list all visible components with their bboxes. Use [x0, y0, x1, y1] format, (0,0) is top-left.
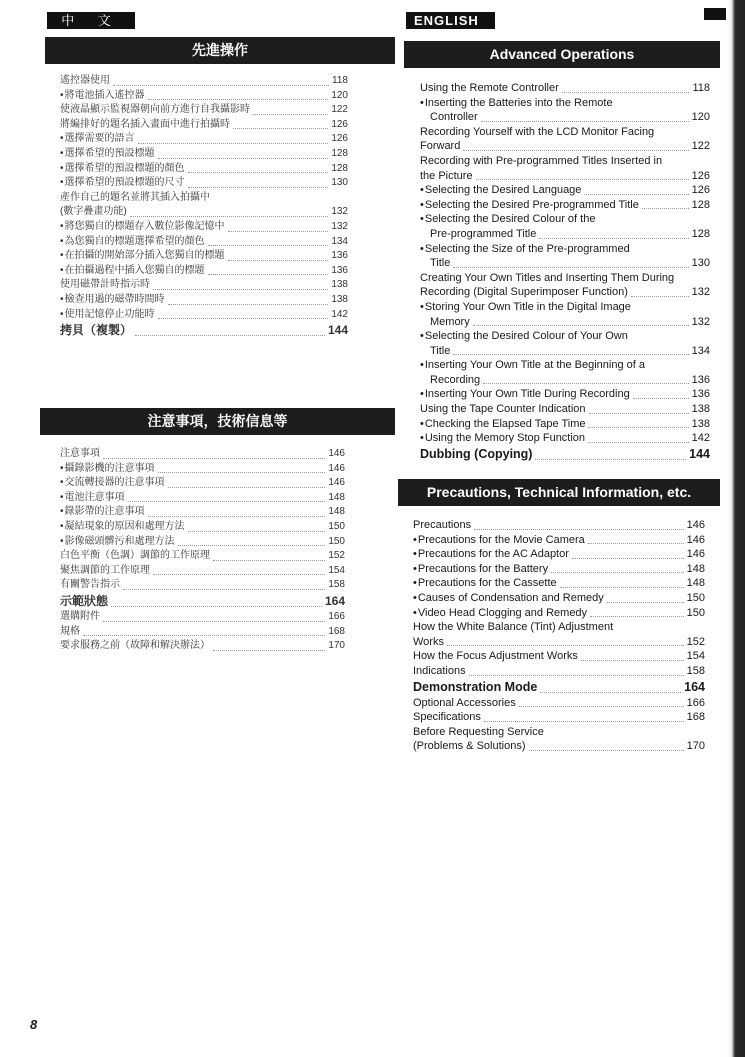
toc-entry-title: How the Focus Adjustment Works	[413, 650, 578, 663]
toc-entry	[420, 315, 710, 330]
toc-dot-leader	[447, 645, 684, 646]
toc-entry	[60, 476, 345, 491]
toc-entry	[60, 235, 348, 250]
toc-entry-title: • 選擇希望的預設標題	[60, 147, 155, 162]
toc-entry-page: 144	[327, 323, 348, 338]
toc-entry-page: 130	[691, 257, 710, 270]
page-number: 8	[30, 1017, 38, 1032]
toc-entry-title: • 使用記憶停止功能時	[60, 308, 155, 323]
toc-dot-leader	[473, 325, 689, 326]
toc-entry-title: Using the Remote Controller	[420, 82, 559, 94]
toc-entry-title: Title	[430, 257, 451, 270]
toc-dot-leader	[188, 531, 326, 532]
toc-entry-title: 注意事項	[60, 448, 100, 459]
toc-entry	[420, 198, 710, 213]
toc-dot-leader	[128, 501, 326, 502]
toc-entry	[420, 402, 710, 417]
toc-entry	[420, 417, 710, 432]
toc-entry-page: 122	[691, 140, 710, 153]
toc-dot-leader	[519, 706, 684, 707]
toc-entry	[60, 74, 348, 89]
toc-entry-title: • Precautions for the Battery	[413, 562, 548, 577]
toc-entry-page: 148	[328, 491, 345, 503]
toc-entry-page: 154	[328, 564, 345, 576]
toc-entry	[60, 564, 345, 579]
toc-entry	[60, 220, 348, 235]
toc-entry-title: Indications	[413, 664, 466, 677]
toc-entry	[420, 96, 710, 111]
toc-entry-page: 168	[328, 625, 345, 637]
toc-entry	[420, 373, 710, 388]
toc-entry-page: 128	[331, 162, 348, 174]
toc-dot-leader	[453, 267, 688, 268]
toc-entry-title: Precautions	[413, 519, 472, 531]
toc-entry	[413, 547, 705, 562]
toc-entry-page: 146	[686, 533, 705, 546]
toc-dot-leader	[469, 675, 684, 676]
toc-entry-title: • 選擇希望的預設標題的尺寸	[60, 176, 185, 191]
toc-entry	[420, 183, 710, 198]
toc-dot-leader	[607, 602, 684, 603]
toc-entry-page: 126	[691, 184, 710, 197]
toc-entry-title: • Selecting the Desired Language	[420, 183, 581, 198]
toc-entry	[60, 176, 348, 191]
en-advanced-toc	[420, 81, 710, 463]
toc-entry	[413, 710, 705, 725]
toc-entry	[420, 329, 710, 344]
toc-entry-page: 150	[328, 520, 345, 532]
toc-entry	[413, 635, 705, 650]
toc-entry-title: Recording Yourself with the LCD Monitor Facing	[420, 125, 655, 138]
toc-dot-leader	[590, 616, 684, 617]
toc-entry-page: 150	[328, 535, 345, 547]
toc-dot-leader	[130, 216, 329, 217]
toc-entry	[60, 322, 348, 339]
toc-entry-title: • Inserting Your Own Title at the Beginning of a	[420, 358, 645, 373]
toc-entry-title: 聚焦調節的工作原理	[60, 564, 150, 576]
toc-dot-leader	[481, 121, 689, 122]
toc-dot-leader	[581, 660, 684, 661]
toc-dot-leader	[484, 721, 684, 722]
toc-entry	[420, 110, 710, 125]
toc-dot-leader	[551, 572, 684, 573]
toc-entry-title: Dubbing (Copying)	[420, 446, 533, 461]
toc-entry-page: 138	[691, 417, 710, 430]
toc-dot-leader	[168, 487, 326, 488]
toc-entry-page: 118	[692, 82, 710, 94]
toc-dot-leader	[453, 354, 688, 355]
toc-entry-title: Demonstration Mode	[413, 679, 538, 694]
toc-dot-leader	[111, 606, 322, 607]
toc-entry-page: 134	[691, 344, 710, 357]
toc-entry-page: 170	[686, 740, 705, 753]
toc-entry-page: 136	[331, 250, 348, 262]
toc-entry-page: 170	[328, 640, 345, 652]
toc-entry	[420, 431, 710, 446]
toc-entry-title: 遙控器使用	[60, 75, 110, 86]
en-precautions-header: Precautions, Technical Information, etc.	[398, 479, 720, 506]
toc-entry	[420, 242, 710, 257]
toc-entry-title: the Picture	[420, 169, 473, 182]
toc-entry	[60, 89, 348, 104]
toc-entry	[413, 664, 705, 679]
toc-entry-page: 146	[686, 519, 705, 531]
toc-entry-title: • Precautions for the Movie Camera	[413, 533, 585, 548]
toc-entry-title: • Using the Memory Stop Function	[420, 431, 585, 446]
toc-dot-leader	[158, 318, 329, 319]
toc-entry	[60, 447, 345, 462]
toc-dot-leader	[208, 245, 329, 246]
toc-entry-title: (數字疊畫功能)	[60, 206, 127, 218]
toc-entry-title: • Inserting the Batteries into the Remote	[420, 96, 613, 111]
toc-entry	[420, 271, 710, 286]
toc-dot-leader	[83, 635, 325, 636]
toc-dot-leader	[135, 335, 325, 336]
zh-advanced-operations-header: 先進操作	[45, 37, 395, 64]
toc-entry-title: • 選擇需要的語言	[60, 132, 135, 147]
toc-entry-title: Recording with Pre-programmed Titles Inserted in	[420, 154, 663, 167]
toc-entry-title: • Checking the Elapsed Tape Time	[420, 417, 585, 432]
toc-dot-leader	[463, 150, 688, 151]
toc-entry-page: 128	[691, 227, 710, 240]
toc-entry-title: 白色平衡（色調）調節的工作原理	[60, 550, 210, 562]
toc-dot-leader	[476, 179, 689, 180]
toc-dot-leader	[562, 92, 690, 93]
toc-entry-page: 136	[691, 373, 710, 386]
toc-dot-leader	[148, 99, 329, 100]
toc-entry-page: 142	[331, 308, 348, 320]
toc-entry-title: Works	[413, 635, 444, 648]
toc-dot-leader	[588, 427, 688, 428]
toc-entry	[420, 125, 710, 140]
toc-entry	[420, 387, 710, 402]
toc-entry-page: 158	[686, 664, 705, 677]
toc-dot-leader	[113, 85, 329, 86]
toc-entry-title: Forward	[420, 140, 461, 153]
toc-entry	[60, 278, 348, 293]
toc-entry	[60, 639, 345, 654]
toc-entry-page: 164	[684, 679, 705, 694]
toc-entry-page: 120	[691, 111, 710, 124]
toc-dot-leader	[153, 574, 325, 575]
toc-entry-title: • 影像磁頭髒污和處理方法	[60, 535, 175, 550]
toc-dot-leader	[123, 589, 325, 590]
toc-entry-page: 146	[328, 448, 345, 459]
toc-entry	[420, 169, 710, 184]
toc-entry	[413, 576, 705, 591]
toc-entry-page: 118	[332, 75, 348, 86]
toc-entry-page: 136	[691, 388, 710, 401]
toc-entry	[60, 308, 348, 323]
toc-entry-title: Optional Accessories	[413, 696, 516, 709]
toc-entry	[60, 162, 348, 177]
toc-entry	[413, 562, 705, 577]
toc-dot-leader	[584, 194, 688, 195]
toc-entry-page: 148	[328, 506, 345, 518]
toc-entry-page: 136	[331, 264, 348, 276]
zh-advanced-toc	[60, 74, 348, 339]
toc-entry-title: Recording	[430, 373, 481, 386]
toc-entry-title: 選購附件	[60, 610, 100, 622]
toc-entry	[60, 593, 345, 610]
toc-entry	[420, 256, 710, 271]
toc-entry	[60, 625, 345, 640]
toc-entry-page: 148	[686, 577, 705, 590]
toc-entry-title: • Selecting the Desired Colour of the	[420, 212, 595, 227]
toc-entry-page: 146	[328, 477, 345, 489]
toc-entry-title: • 檢查用過的磁帶時間時	[60, 293, 165, 308]
toc-dot-leader	[633, 398, 689, 399]
toc-entry-title: Pre-programmed Title	[430, 227, 537, 240]
toc-entry-page: 158	[328, 579, 345, 591]
toc-entry-title: • Video Head Clogging and Remedy	[413, 606, 587, 621]
toc-entry-page: 166	[328, 610, 345, 622]
toc-entry-title: Creating Your Own Titles and Inserting Them During	[420, 271, 675, 284]
toc-entry	[60, 118, 348, 133]
toc-entry-page: 138	[691, 403, 710, 416]
toc-entry-page: 126	[331, 133, 348, 145]
toc-dot-leader	[539, 238, 688, 239]
toc-entry	[60, 205, 348, 220]
toc-entry-page: 134	[331, 235, 348, 247]
toc-entry-page: 148	[686, 562, 705, 575]
toc-entry-title: Memory	[430, 315, 470, 328]
toc-entry-page: 154	[686, 650, 705, 663]
toc-entry-page: 122	[331, 104, 348, 116]
toc-entry-page: 142	[691, 432, 710, 445]
toc-entry-page: 150	[686, 591, 705, 604]
toc-entry-title: • 為您獨自的標題選擇希望的顏色	[60, 235, 205, 250]
scan-edge-shadow	[727, 0, 745, 1057]
toc-entry	[60, 505, 345, 520]
toc-entry-title: Title	[430, 344, 451, 357]
toc-entry-title: 示範狀態	[60, 593, 109, 608]
toc-entry-title: Controller	[430, 111, 478, 124]
toc-entry	[60, 549, 345, 564]
toc-entry-page: 126	[331, 118, 348, 130]
toc-entry-page: 120	[331, 89, 348, 101]
toc-entry	[60, 103, 348, 118]
toc-dot-leader	[483, 383, 689, 384]
toc-entry	[413, 696, 705, 711]
toc-entry-title: 產作自己的題名並將其插入拍攝中	[60, 191, 210, 203]
toc-entry	[413, 725, 705, 740]
toc-entry-title: • Storing Your Own Title in the Digital Image	[420, 300, 631, 315]
toc-entry-title: • Inserting Your Own Title During Recording	[420, 387, 630, 402]
toc-dot-leader	[529, 750, 684, 751]
toc-entry	[420, 139, 710, 154]
toc-entry-page: 126	[691, 169, 710, 182]
toc-dot-leader	[642, 208, 689, 209]
zh-precautions-toc	[60, 447, 345, 654]
toc-entry	[420, 344, 710, 359]
toc-entry-page: 164	[324, 593, 345, 608]
toc-dot-leader	[572, 558, 684, 559]
toc-entry	[420, 227, 710, 242]
toc-dot-leader	[208, 274, 329, 275]
toc-entry-page: 168	[686, 711, 705, 724]
toc-dot-leader	[168, 304, 329, 305]
corner-marker	[704, 8, 726, 20]
toc-dot-leader	[158, 472, 326, 473]
toc-entry-page: 150	[686, 606, 705, 619]
toc-entry-title: 拷貝（複製）	[60, 323, 133, 338]
toc-entry	[413, 533, 705, 548]
toc-entry	[60, 293, 348, 308]
toc-entry-title: • 選擇希望的預設標題的顏色	[60, 162, 185, 177]
toc-dot-leader	[188, 172, 329, 173]
toc-entry-title: • 錄影帶的注意事項	[60, 505, 145, 520]
toc-entry	[420, 285, 710, 300]
toc-entry	[413, 518, 705, 533]
toc-entry-title: Specifications	[413, 711, 481, 724]
toc-entry-page: 152	[328, 550, 345, 562]
toc-entry	[60, 191, 348, 206]
toc-entry-title: • 凝結現象的原因和處理方法	[60, 520, 185, 535]
toc-entry-title: • Causes of Condensation and Remedy	[413, 591, 604, 606]
toc-entry	[60, 520, 345, 535]
toc-entry-title: (Problems & Solutions)	[413, 740, 526, 753]
toc-entry-title: Using the Tape Counter Indication	[420, 403, 586, 416]
zh-precautions-header: 注意事項，技術信息等	[40, 408, 395, 435]
toc-entry	[413, 591, 705, 606]
toc-entry-title: • Selecting the Size of the Pre-programmed	[420, 242, 630, 257]
toc-entry-page: 128	[691, 198, 710, 211]
toc-entry-page: 128	[331, 147, 348, 159]
toc-entry-page: 132	[691, 315, 710, 328]
toc-dot-leader	[228, 260, 329, 261]
toc-dot-leader	[103, 458, 325, 459]
toc-dot-leader	[138, 143, 329, 144]
toc-entry-page: 132	[331, 206, 348, 218]
toc-entry	[420, 300, 710, 315]
toc-entry	[413, 620, 705, 635]
chinese-language-tab: 中 文	[47, 12, 135, 29]
toc-dot-leader	[188, 187, 329, 188]
toc-entry-title: 使用磁帶計時指示時	[60, 279, 150, 291]
toc-entry-title: Before Requesting Service	[413, 725, 544, 738]
toc-entry-page: 152	[686, 635, 705, 648]
toc-entry-title: 要求服務之前（故障和解決辦法）	[60, 640, 210, 652]
toc-entry	[413, 606, 705, 621]
toc-entry	[60, 462, 345, 477]
toc-entry-page: 166	[686, 696, 705, 709]
toc-dot-leader	[588, 543, 684, 544]
toc-entry	[420, 154, 710, 169]
toc-entry-title: • Precautions for the AC Adaptor	[413, 547, 569, 562]
toc-entry-page: 144	[689, 446, 710, 461]
toc-dot-leader	[535, 459, 686, 460]
en-precautions-toc	[413, 518, 705, 754]
toc-entry-title: 規格	[60, 625, 80, 637]
toc-dot-leader	[178, 545, 326, 546]
toc-entry-page: 132	[691, 286, 710, 299]
toc-dot-leader	[213, 650, 325, 651]
toc-dot-leader	[228, 231, 329, 232]
en-advanced-operations-header: Advanced Operations	[404, 41, 720, 68]
toc-entry-page: 146	[686, 548, 705, 561]
toc-entry	[60, 147, 348, 162]
toc-dot-leader	[158, 158, 329, 159]
toc-entry-title: • Selecting the Desired Colour of Your Own	[420, 329, 628, 344]
toc-entry-title: Recording (Digital Superimposer Function)	[420, 286, 628, 299]
toc-entry	[60, 264, 348, 279]
toc-entry-title: 有關警告指示	[60, 579, 120, 591]
toc-entry-title: • 在拍攝的開始部分插入您獨自的標題	[60, 249, 225, 264]
toc-entry-page: 132	[331, 220, 348, 232]
toc-entry-title: • 將電池插入遙控器	[60, 89, 145, 104]
toc-entry-page: 138	[331, 293, 348, 305]
toc-entry	[60, 535, 345, 550]
toc-entry-title: • 攝錄影機的注意事項	[60, 462, 155, 477]
toc-entry	[60, 249, 348, 264]
toc-entry-page: 130	[331, 177, 348, 189]
toc-entry	[420, 212, 710, 227]
toc-dot-leader	[589, 413, 689, 414]
toc-dot-leader	[213, 560, 325, 561]
toc-entry-title: 使液晶顯示監視器朝向前方進行自我攝影時	[60, 104, 250, 116]
toc-dot-leader	[560, 587, 684, 588]
toc-dot-leader	[474, 529, 684, 530]
toc-dot-leader	[588, 442, 689, 443]
toc-entry-title: • 在拍攝過程中插入您獨自的標題	[60, 264, 205, 279]
toc-entry	[60, 132, 348, 147]
toc-dot-leader	[153, 289, 328, 290]
toc-entry-page: 138	[331, 279, 348, 291]
toc-entry-title: How the White Balance (Tint) Adjustment	[413, 621, 614, 634]
english-language-tab: ENGLISH	[406, 12, 495, 29]
toc-entry	[420, 446, 710, 463]
toc-entry-title: 將編排好的題名插入畫面中進行拍攝時	[60, 118, 230, 130]
toc-dot-leader	[253, 114, 328, 115]
toc-entry-title: • Precautions for the Cassette	[413, 576, 557, 591]
toc-entry-title: • 將您獨自的標題存入數位影像記憶中	[60, 220, 225, 235]
toc-dot-leader	[148, 516, 326, 517]
toc-entry	[413, 739, 705, 754]
toc-entry	[413, 679, 705, 696]
toc-dot-leader	[631, 296, 689, 297]
toc-entry-title: • 交流轉接器的注意事項	[60, 476, 165, 491]
toc-entry	[60, 491, 345, 506]
toc-dot-leader	[233, 128, 328, 129]
toc-entry-title: • Selecting the Desired Pre-programmed Title	[420, 198, 639, 213]
toc-dot-leader	[103, 621, 325, 622]
toc-entry-page: 146	[328, 462, 345, 474]
toc-entry	[413, 649, 705, 664]
toc-entry-title: • 電池注意事項	[60, 491, 125, 506]
toc-entry	[60, 578, 345, 593]
toc-dot-leader	[540, 692, 681, 693]
toc-entry	[420, 81, 710, 96]
toc-entry	[60, 610, 345, 625]
toc-entry	[420, 358, 710, 373]
